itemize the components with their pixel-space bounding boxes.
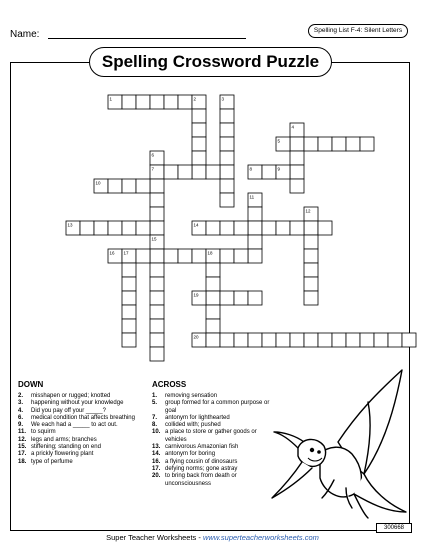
across-clue-text: group formed for a common purpose or goal bbox=[165, 400, 270, 414]
across-clue-text: antonym for boring bbox=[165, 451, 216, 458]
across-clue-number: 5. bbox=[152, 400, 158, 407]
clue-number-label: 8 bbox=[249, 166, 253, 172]
crossword-cell[interactable] bbox=[220, 333, 234, 347]
down-clue bbox=[18, 422, 143, 429]
crossword-cell[interactable] bbox=[318, 137, 332, 151]
crossword-cell[interactable] bbox=[192, 249, 206, 263]
crossword-cell[interactable] bbox=[374, 333, 388, 347]
crossword-cell[interactable] bbox=[192, 165, 206, 179]
crossword-cell[interactable] bbox=[220, 249, 234, 263]
down-clue bbox=[18, 429, 143, 436]
across-clue bbox=[152, 422, 280, 429]
across-clue-number: 16. bbox=[152, 458, 161, 465]
down-clue-number: 15. bbox=[18, 444, 27, 451]
across-heading: ACROSS bbox=[152, 380, 187, 389]
crossword-cell[interactable] bbox=[304, 221, 318, 235]
crossword-cell[interactable] bbox=[304, 333, 318, 347]
crossword-cell[interactable] bbox=[290, 151, 304, 165]
crossword-cell[interactable] bbox=[122, 179, 136, 193]
crossword-cell[interactable] bbox=[122, 263, 136, 277]
crossword-cell[interactable] bbox=[332, 137, 346, 151]
name-label: Name: bbox=[10, 29, 40, 40]
pterodactyl-illustration bbox=[268, 362, 410, 522]
crossword-cell[interactable] bbox=[206, 305, 220, 319]
crossword-cell[interactable] bbox=[150, 221, 164, 235]
crossword-cell[interactable] bbox=[164, 95, 178, 109]
crossword-cell[interactable] bbox=[122, 277, 136, 291]
clue-number-label: 10 bbox=[95, 180, 101, 186]
across-clue-number: 8. bbox=[152, 422, 158, 429]
crossword-cell[interactable] bbox=[220, 179, 234, 193]
down-clue bbox=[18, 459, 143, 466]
down-clue-number: 12. bbox=[18, 436, 27, 443]
crossword-cell[interactable] bbox=[220, 165, 234, 179]
down-clue-number: 17. bbox=[18, 451, 27, 458]
crossword-cell[interactable] bbox=[248, 207, 262, 221]
across-clue bbox=[152, 393, 280, 400]
down-clue-text: stiffening; standing on end bbox=[31, 444, 101, 451]
crossword-cell[interactable] bbox=[220, 291, 234, 305]
across-clue-number: 7. bbox=[152, 414, 158, 421]
crossword-cell[interactable] bbox=[192, 109, 206, 123]
down-clue-number: 18. bbox=[18, 458, 27, 465]
crossword-cell[interactable] bbox=[304, 249, 318, 263]
down-clue-number: 3. bbox=[18, 400, 24, 407]
down-clue-text: legs and arms; branches bbox=[31, 436, 97, 443]
crossword-cell[interactable] bbox=[220, 109, 234, 123]
down-clue bbox=[18, 444, 143, 451]
crossword-cell[interactable] bbox=[388, 333, 402, 347]
across-clue bbox=[152, 444, 280, 451]
page-title: Spelling Crossword Puzzle bbox=[89, 47, 332, 77]
crossword-cell[interactable] bbox=[122, 95, 136, 109]
clue-number-label: 9 bbox=[277, 166, 281, 172]
crossword-cell[interactable] bbox=[220, 151, 234, 165]
clue-number-label: 7 bbox=[151, 166, 155, 172]
crossword-cell[interactable] bbox=[262, 221, 276, 235]
crossword-cell[interactable] bbox=[150, 95, 164, 109]
crossword-cell[interactable] bbox=[360, 137, 374, 151]
crossword-cell[interactable] bbox=[318, 333, 332, 347]
down-clue bbox=[18, 437, 143, 444]
footer-separator: - bbox=[196, 533, 203, 542]
crossword-cell[interactable] bbox=[290, 165, 304, 179]
worksheet-code: 300668 bbox=[376, 523, 412, 533]
footer-url[interactable]: www.superteacherworksheets.com bbox=[202, 533, 319, 542]
clue-number-label: 2 bbox=[193, 96, 197, 102]
down-clue-number: 4. bbox=[18, 407, 24, 414]
down-clue-text: to squirm bbox=[31, 429, 56, 436]
across-clue bbox=[152, 415, 280, 422]
crossword-cell[interactable] bbox=[122, 319, 136, 333]
crossword-cell[interactable] bbox=[150, 179, 164, 193]
crossword-cell[interactable] bbox=[304, 277, 318, 291]
crossword-cell[interactable] bbox=[122, 221, 136, 235]
across-clue bbox=[152, 459, 280, 466]
clue-number-label: 3 bbox=[221, 96, 225, 102]
crossword-cell[interactable] bbox=[192, 123, 206, 137]
clue-number-label: 6 bbox=[151, 152, 155, 158]
crossword-cell[interactable] bbox=[150, 249, 164, 263]
clue-number-label: 13 bbox=[67, 222, 73, 228]
crossword-cell[interactable] bbox=[192, 137, 206, 151]
crossword-cell[interactable] bbox=[150, 263, 164, 277]
crossword-cell[interactable] bbox=[248, 235, 262, 249]
down-clue-text: a prickly flowering plant bbox=[31, 451, 94, 458]
down-clue bbox=[18, 400, 143, 407]
crossword-cell[interactable] bbox=[136, 95, 150, 109]
clue-number-label: 4 bbox=[291, 124, 295, 130]
crossword-cell[interactable] bbox=[220, 137, 234, 151]
across-clue bbox=[152, 429, 280, 444]
crossword-cell[interactable] bbox=[234, 249, 248, 263]
clue-number-label: 11 bbox=[249, 194, 255, 200]
crossword-cell[interactable] bbox=[234, 291, 248, 305]
crossword-cell[interactable] bbox=[234, 221, 248, 235]
down-clue-text: medical condition that affects breathing bbox=[31, 414, 135, 421]
crossword-cell[interactable] bbox=[192, 151, 206, 165]
crossword-cell[interactable] bbox=[164, 249, 178, 263]
across-clue bbox=[152, 400, 280, 415]
crossword-cell[interactable] bbox=[346, 137, 360, 151]
crossword-cell[interactable] bbox=[206, 319, 220, 333]
down-clue-text: misshapen or rugged; knotted bbox=[31, 393, 111, 399]
down-clue bbox=[18, 415, 143, 422]
crossword-cell[interactable] bbox=[164, 165, 178, 179]
crossword-cell[interactable] bbox=[80, 221, 94, 235]
across-clue-number: 1. bbox=[152, 393, 158, 399]
across-clue-number: 17. bbox=[152, 465, 161, 472]
crossword-cell[interactable] bbox=[304, 291, 318, 305]
crossword-cell[interactable] bbox=[304, 235, 318, 249]
across-clue-text: a flying cousin of dinosaurs bbox=[165, 458, 238, 465]
crossword-cell[interactable] bbox=[178, 165, 192, 179]
down-clue bbox=[18, 451, 143, 458]
across-clue-number: 10. bbox=[152, 429, 161, 436]
crossword-cell[interactable] bbox=[402, 333, 416, 347]
clue-number-label: 12 bbox=[305, 208, 311, 214]
crossword-cell[interactable] bbox=[262, 333, 276, 347]
crossword-cell[interactable] bbox=[108, 179, 122, 193]
across-clue-number: 20. bbox=[152, 473, 161, 480]
crossword-cell[interactable] bbox=[290, 179, 304, 193]
crossword-cell[interactable] bbox=[276, 333, 290, 347]
footer-brand: Super Teacher Worksheets bbox=[106, 533, 197, 542]
down-clue-text: happening without your knowledge bbox=[31, 400, 124, 407]
across-clue-text: collided with; pushed bbox=[165, 422, 221, 429]
clue-number-label: 17 bbox=[123, 250, 129, 256]
crossword-cell[interactable] bbox=[94, 221, 108, 235]
crossword-cell[interactable] bbox=[206, 165, 220, 179]
crossword-cell[interactable] bbox=[150, 319, 164, 333]
crossword-cell[interactable] bbox=[108, 221, 122, 235]
crossword-cell[interactable] bbox=[150, 207, 164, 221]
crossword-cell[interactable] bbox=[220, 193, 234, 207]
across-clues bbox=[152, 380, 280, 488]
crossword-cell[interactable] bbox=[150, 333, 164, 347]
clue-number-label: 16 bbox=[109, 250, 115, 256]
crossword-cell[interactable] bbox=[248, 333, 262, 347]
crossword-cell[interactable] bbox=[332, 333, 346, 347]
clue-number-label: 18 bbox=[207, 250, 213, 256]
crossword-cell[interactable] bbox=[206, 291, 220, 305]
across-clue-text: removing sensation bbox=[165, 393, 218, 399]
clue-number-label: 19 bbox=[193, 292, 199, 298]
across-clue bbox=[152, 473, 280, 488]
crossword-cell[interactable] bbox=[122, 305, 136, 319]
across-clue bbox=[152, 466, 280, 473]
crossword-cell[interactable] bbox=[122, 333, 136, 347]
spelling-list-badge: Spelling List F-4: Silent Letters bbox=[308, 24, 408, 38]
down-clue-number: 2. bbox=[18, 393, 24, 399]
crossword-cell[interactable] bbox=[248, 249, 262, 263]
clue-number-label: 20 bbox=[193, 334, 199, 340]
crossword-cell[interactable] bbox=[248, 221, 262, 235]
crossword-cell[interactable] bbox=[262, 165, 276, 179]
down-clue-number: 6. bbox=[18, 414, 24, 421]
crossword-cell[interactable] bbox=[136, 249, 150, 263]
crossword-cell[interactable] bbox=[136, 221, 150, 235]
crossword-cell[interactable] bbox=[220, 123, 234, 137]
crossword-cell[interactable] bbox=[178, 95, 192, 109]
crossword-cell[interactable] bbox=[178, 249, 192, 263]
crossword-cell[interactable] bbox=[290, 333, 304, 347]
down-clue bbox=[18, 408, 143, 415]
crossword-cell[interactable] bbox=[206, 277, 220, 291]
crossword-cell[interactable] bbox=[206, 333, 220, 347]
across-clue-number: 14. bbox=[152, 451, 161, 458]
down-clue-number: 9. bbox=[18, 422, 24, 429]
down-clue-text: type of perfume bbox=[31, 458, 73, 465]
crossword-cell[interactable] bbox=[136, 179, 150, 193]
crossword-cell[interactable] bbox=[304, 263, 318, 277]
down-clue-number: 11. bbox=[18, 429, 27, 436]
crossword-cell[interactable] bbox=[248, 291, 262, 305]
crossword-cell[interactable] bbox=[290, 137, 304, 151]
crossword-cell[interactable] bbox=[150, 347, 164, 361]
crossword-cell[interactable] bbox=[150, 277, 164, 291]
footer bbox=[0, 533, 425, 542]
crossword-cell[interactable] bbox=[122, 291, 136, 305]
down-clue-text: We each had a _____ to act out. bbox=[31, 422, 118, 429]
crossword-cell[interactable] bbox=[150, 291, 164, 305]
crossword-cell[interactable] bbox=[150, 305, 164, 319]
clue-number-label: 1 bbox=[109, 96, 113, 102]
across-clue-text: a place to store or gather goods or vehicles bbox=[165, 429, 257, 443]
crossword-cell[interactable] bbox=[318, 221, 332, 235]
crossword-cell[interactable] bbox=[304, 137, 318, 151]
crossword-cell[interactable] bbox=[206, 221, 220, 235]
across-clue-text: to bring back from death or unconsciousness bbox=[165, 473, 237, 487]
crossword-cell[interactable] bbox=[360, 333, 374, 347]
across-clue-text: carnivorous Amazonian fish bbox=[165, 444, 239, 451]
down-clues bbox=[18, 380, 143, 466]
crossword-cell[interactable] bbox=[234, 333, 248, 347]
crossword-cell[interactable] bbox=[150, 193, 164, 207]
across-clue-text: antonym for lighthearted bbox=[165, 414, 230, 421]
down-clue-text: Did you pay off your _____? bbox=[31, 407, 106, 414]
crossword-cell[interactable] bbox=[290, 221, 304, 235]
down-clue bbox=[18, 393, 143, 400]
crossword-cell[interactable] bbox=[346, 333, 360, 347]
across-clue bbox=[152, 451, 280, 458]
clue-number-label: 5 bbox=[277, 138, 281, 144]
clue-number-label: 15 bbox=[151, 236, 157, 242]
down-heading: DOWN bbox=[18, 380, 44, 389]
across-clue-number: 13. bbox=[152, 444, 161, 451]
across-clue-text: defying norms; gone astray bbox=[165, 465, 238, 472]
crossword-cell[interactable] bbox=[276, 221, 290, 235]
clue-number-label: 14 bbox=[193, 222, 199, 228]
crossword-cell[interactable] bbox=[220, 221, 234, 235]
crossword-cell[interactable] bbox=[206, 263, 220, 277]
